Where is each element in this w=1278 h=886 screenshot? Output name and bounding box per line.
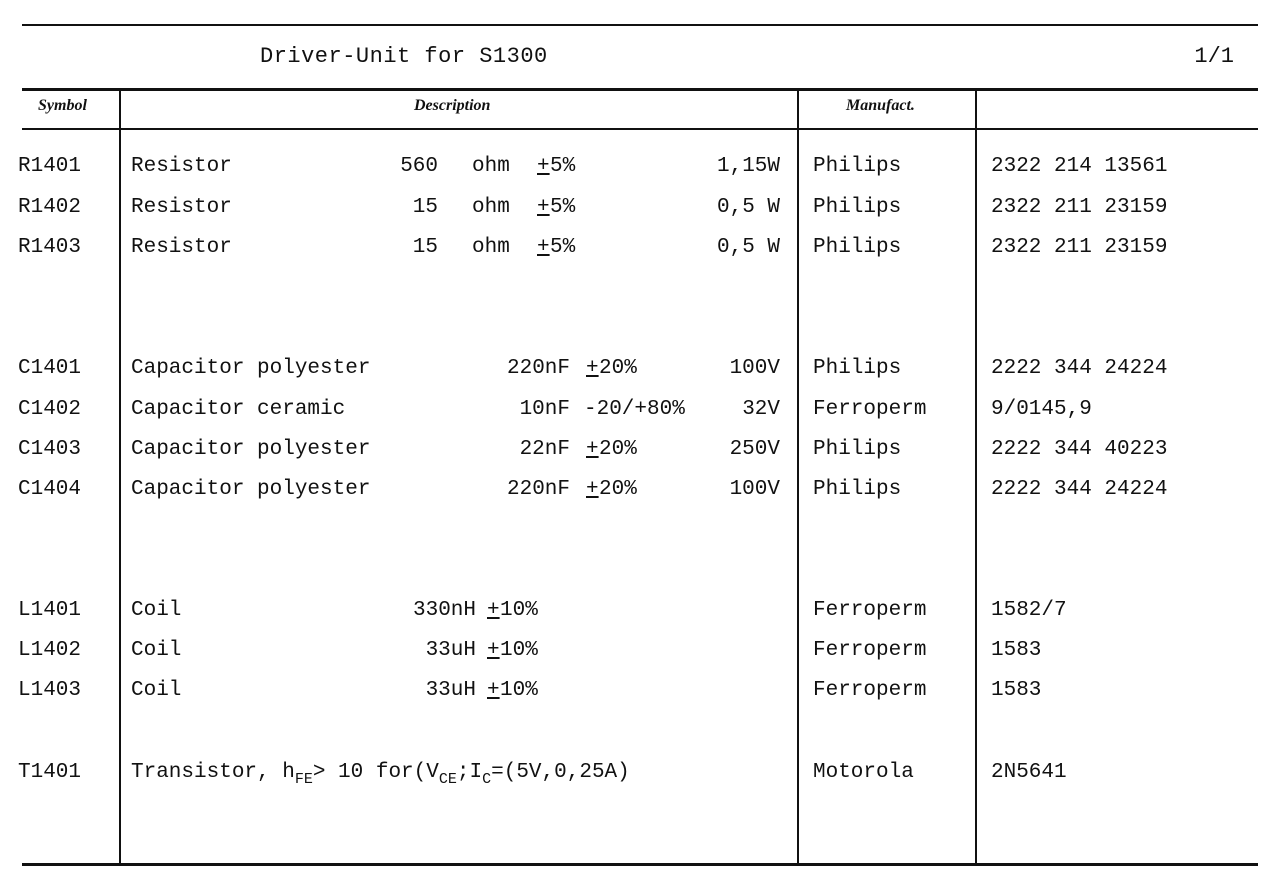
table-row: [0, 438, 1278, 468]
part-number-cell: 1583: [991, 639, 1042, 662]
table-row: [0, 639, 1278, 669]
symbol-cell: L1401: [18, 599, 82, 622]
name-cell: Capacitor polyester: [131, 438, 371, 461]
tolerance-cell: 10%: [500, 679, 538, 702]
symbol-cell: T1401: [18, 761, 82, 784]
symbol-cell: C1402: [18, 398, 82, 421]
manufacturer-cell: Ferroperm: [813, 639, 927, 662]
name-cell: Coil: [131, 639, 182, 662]
symbol-cell: R1401: [18, 155, 82, 178]
table-row: [0, 357, 1278, 387]
subscript: CE: [438, 771, 457, 788]
rating-cell: 100V: [729, 357, 780, 380]
value-cell: 15: [412, 236, 438, 259]
tolerance-sign: +: [586, 438, 599, 461]
table-row: [0, 478, 1278, 508]
tolerance-cell: 5%: [550, 236, 576, 259]
table-row: [0, 236, 1278, 266]
document-title: Driver-Unit for S1300: [260, 44, 548, 69]
table-row: [0, 679, 1278, 709]
value-cell: 33uH: [425, 679, 476, 702]
header-top-rule: [22, 88, 1258, 91]
tolerance-sign: +: [586, 357, 599, 380]
value-cell: 22nF: [519, 438, 570, 461]
table-row: [0, 398, 1278, 428]
part-number-cell: 1583: [991, 679, 1042, 702]
symbol-cell: C1403: [18, 438, 82, 461]
part-number-cell: 2N5641: [991, 761, 1067, 784]
symbol-cell: C1404: [18, 478, 82, 501]
rating-cell: 250V: [729, 438, 780, 461]
tolerance-cell: 5%: [550, 196, 576, 219]
part-number-cell: 2222 344 40223: [991, 438, 1168, 461]
page-number: 1/1: [1194, 44, 1234, 69]
tolerance-cell: 5%: [550, 155, 576, 178]
manufacturer-cell: Ferroperm: [813, 398, 927, 421]
symbol-cell: R1402: [18, 196, 82, 219]
description-text: =(5V,0,25A): [491, 761, 630, 784]
tolerance-sign: +: [537, 155, 550, 178]
manufacturer-cell: Ferroperm: [813, 679, 927, 702]
value-cell: 15: [412, 196, 438, 219]
part-number-cell: 2322 214 13561: [991, 155, 1168, 178]
header-bottom-rule: [22, 128, 1258, 130]
rating-cell: 1,15W: [716, 155, 780, 178]
tolerance-cell: 20%: [599, 438, 637, 461]
tolerance-cell: 20%: [599, 478, 637, 501]
tolerance-cell: 10%: [500, 599, 538, 622]
rating-cell: 32V: [742, 398, 780, 421]
subscript: FE: [294, 771, 313, 788]
symbol-cell: L1402: [18, 639, 82, 662]
manufacturer-cell: Philips: [813, 478, 902, 501]
tolerance-sign: +: [487, 599, 500, 622]
manufacturer-cell: Ferroperm: [813, 599, 927, 622]
name-cell: Resistor: [131, 155, 232, 178]
symbol-cell: C1401: [18, 357, 82, 380]
table-row: [0, 196, 1278, 226]
unit-cell: ohm: [472, 236, 510, 259]
tolerance-sign: +: [537, 196, 550, 219]
manufacturer-cell: Motorola: [813, 761, 914, 784]
header-manufacturer: Manufact.: [846, 97, 915, 114]
symbol-cell: L1403: [18, 679, 82, 702]
value-cell: 330nH: [412, 599, 476, 622]
value-cell: 33uH: [425, 639, 476, 662]
part-number-cell: 2222 344 24224: [991, 478, 1168, 501]
name-cell: Coil: [131, 599, 182, 622]
header-description: Description: [414, 97, 491, 114]
part-number-cell: 1582/7: [991, 599, 1067, 622]
name-cell: Capacitor polyester: [131, 478, 371, 501]
manufacturer-cell: Philips: [813, 155, 902, 178]
top-rule: [22, 24, 1258, 26]
value-cell: 220nF: [506, 478, 570, 501]
tolerance-cell: -20/+80%: [584, 398, 685, 421]
part-number-cell: 9/0145,9: [991, 398, 1092, 421]
tolerance-sign: +: [487, 639, 500, 662]
description-text: ;I: [456, 761, 483, 784]
subscript: C: [482, 771, 492, 788]
name-cell: Resistor: [131, 196, 232, 219]
value-cell: 10nF: [519, 398, 570, 421]
manufacturer-cell: Philips: [813, 438, 902, 461]
unit-cell: ohm: [472, 155, 510, 178]
name-cell: Capacitor polyester: [131, 357, 371, 380]
header-symbol: Symbol: [38, 97, 87, 114]
part-number-cell: 2222 344 24224: [991, 357, 1168, 380]
tolerance-sign: +: [537, 236, 550, 259]
name-cell: Resistor: [131, 236, 232, 259]
description-text: Transistor, h: [131, 761, 295, 784]
tolerance-cell: 20%: [599, 357, 637, 380]
table-row: [0, 155, 1278, 185]
part-number-cell: 2322 211 23159: [991, 236, 1168, 259]
symbol-cell: R1403: [18, 236, 82, 259]
tolerance-sign: +: [487, 679, 500, 702]
tolerance-cell: 10%: [500, 639, 538, 662]
manufacturer-cell: Philips: [813, 196, 902, 219]
table-row: [0, 599, 1278, 629]
name-cell: Coil: [131, 679, 182, 702]
name-cell: Capacitor ceramic: [131, 398, 346, 421]
tolerance-sign: +: [586, 478, 599, 501]
bottom-rule: [22, 863, 1258, 866]
transistor-description: [131, 761, 630, 788]
part-number-cell: 2322 211 23159: [991, 196, 1168, 219]
description-text: > 10 for(V: [312, 761, 439, 784]
table-row: [0, 761, 1278, 797]
unit-cell: ohm: [472, 196, 510, 219]
rating-cell: 0,5 W: [716, 196, 780, 219]
value-cell: 220nF: [506, 357, 570, 380]
manufacturer-cell: Philips: [813, 236, 902, 259]
value-cell: 560: [400, 155, 438, 178]
manufacturer-cell: Philips: [813, 357, 902, 380]
rating-cell: 100V: [729, 478, 780, 501]
rating-cell: 0,5 W: [716, 236, 780, 259]
